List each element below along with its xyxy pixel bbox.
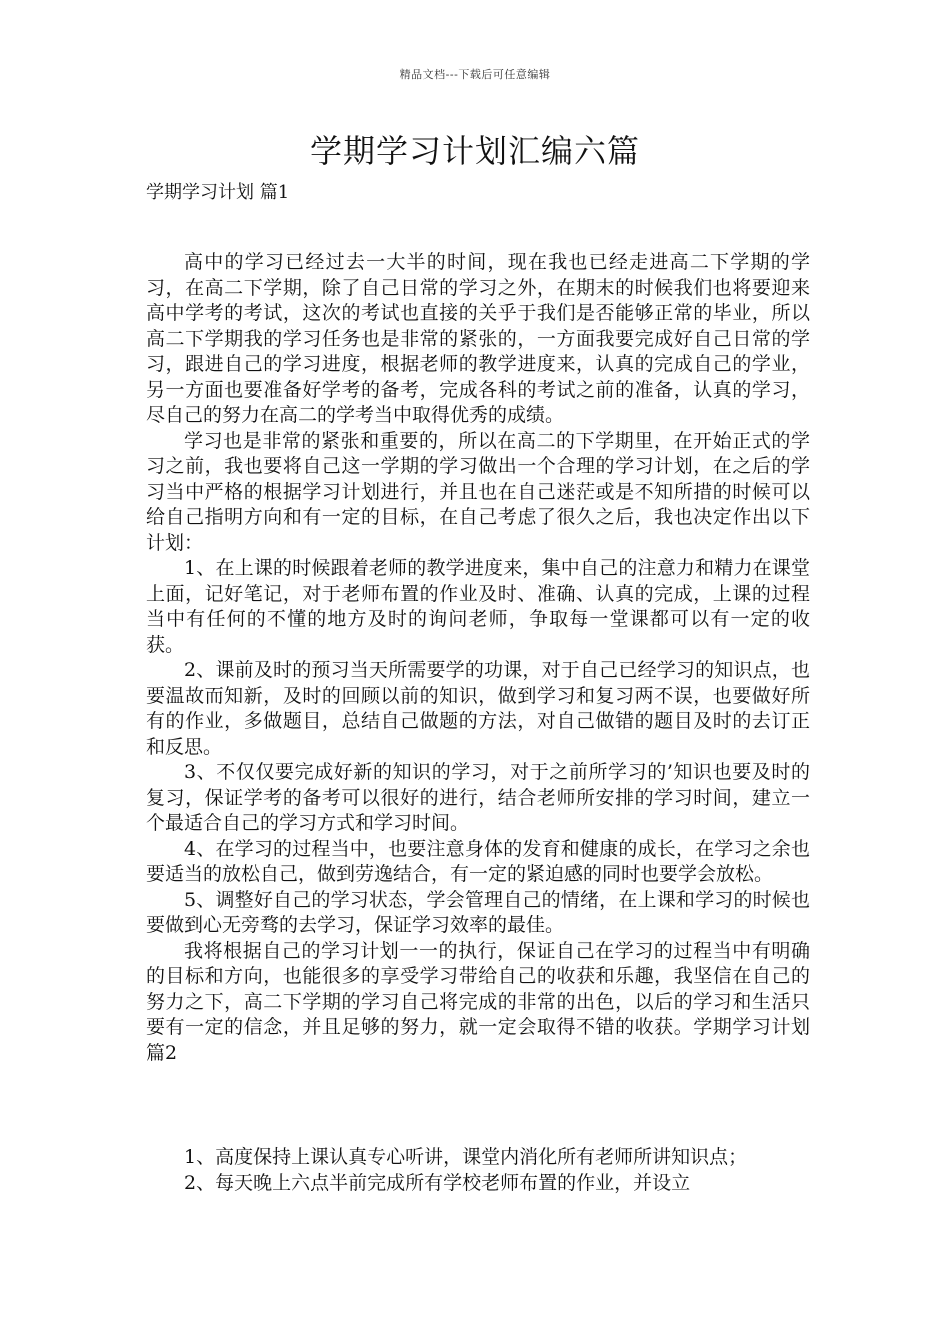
section-1-heading: 学期学习计划 篇1 (146, 182, 290, 203)
list-item: 1、高度保持上课认真专心听讲，课堂内消化所有老师所讲知识点； (184, 1146, 748, 1168)
list-item: 5、调整好自己的学习状态，学会管理自己的情绪，在上课和学习的时候也要做到心无旁骛的去学习，保证学习效率的最佳。 (146, 888, 810, 936)
list-item: 3、不仅仅要完成好新的知识的学习，对于之前所学习的’知识也要及时的复习，保证学考的备考可以很好的进行，结合老师所安排的学习时间，建立一个最适合自己的学习方式和学习时间。 (146, 761, 810, 834)
list-item: 2、课前及时的预习当天所需要学的功课，对于自己已经学习的知识点，也要温故而知新，及时的回顾以前的知识，做到学习和复习两不误，也要做好所有的作业，多做题目，总结自己做题的方法，对自己做错的题目及时的去订正和反思。 (146, 659, 810, 758)
section-2-body (146, 1145, 810, 1196)
list-item: 4、在学习的过程当中，也要注意身体的发育和健康的成长，在学习之余也要适当的放松自己，做到劳逸结合，有一定的紧迫感的同时也要学会放松。 (146, 837, 810, 885)
list-item: 2、每天晚上六点半前完成所有学校老师布置的作业，并设立 (184, 1171, 691, 1194)
page-header-watermark: 精品文档---下载后可任意编辑 (399, 68, 551, 81)
paragraph: 学习也是非常的紧张和重要的，所以在高二的下学期里，在开始正式的学习之前，我也要将自己这一学期的学习做出一个合理的学习计划，在之后的学习当中严格的根据学习计划进行，并且也在自己迷茫或是不知所措的时候可以给自己指明方向和有一定的目标，在自己考虑了很久之后，我也决定作出以下计划： (146, 429, 810, 554)
paragraph: 高中的学习已经过去一大半的时间，现在我也已经走进高二下学期的学习，在高二下学期，除了自己日常的学习之外，在期末的时候我们也将要迎来高中学考的考试，这次的考试也直接的关乎于我们是否能够正常的毕业，所以高二下学期我的学习任务也是非常的紧张的，一方面我要完成好自己日常的学习，跟进自己的学习进度，根据老师的教学进度来，认真的完成自己的学业，另一方面也要准备好学考的备考，完成各科的考试之前的准备，认真的学习，尽自己的努力在高二的学考当中取得优秀的成绩。 (146, 251, 810, 426)
document-title: 学期学习计划汇编六篇 (309, 132, 640, 170)
list-item: 1、在上课的时候跟着老师的教学进度来，集中自己的注意力和精力在课堂上面，记好笔记，对于老师布置的作业及时、准确、认真的完成，上课的过程当中有任何的不懂的地方及时的询问老师，争取每一堂课都可以有一定的收获。 (146, 557, 810, 656)
paragraph: 我将根据自己的学习计划一一的执行，保证自己在学习的过程当中有明确的目标和方向，也能很多的享受学习带给自己的收获和乐趣，我坚信在自己的努力之下，高二下学期的学习自己将完成的非常的出色，以后的学习和生活只要有一定的信念，并且足够的努力，就一定会取得不错的收获。学期学习计划 篇2 (146, 939, 810, 1064)
section-1-body (146, 250, 810, 1066)
